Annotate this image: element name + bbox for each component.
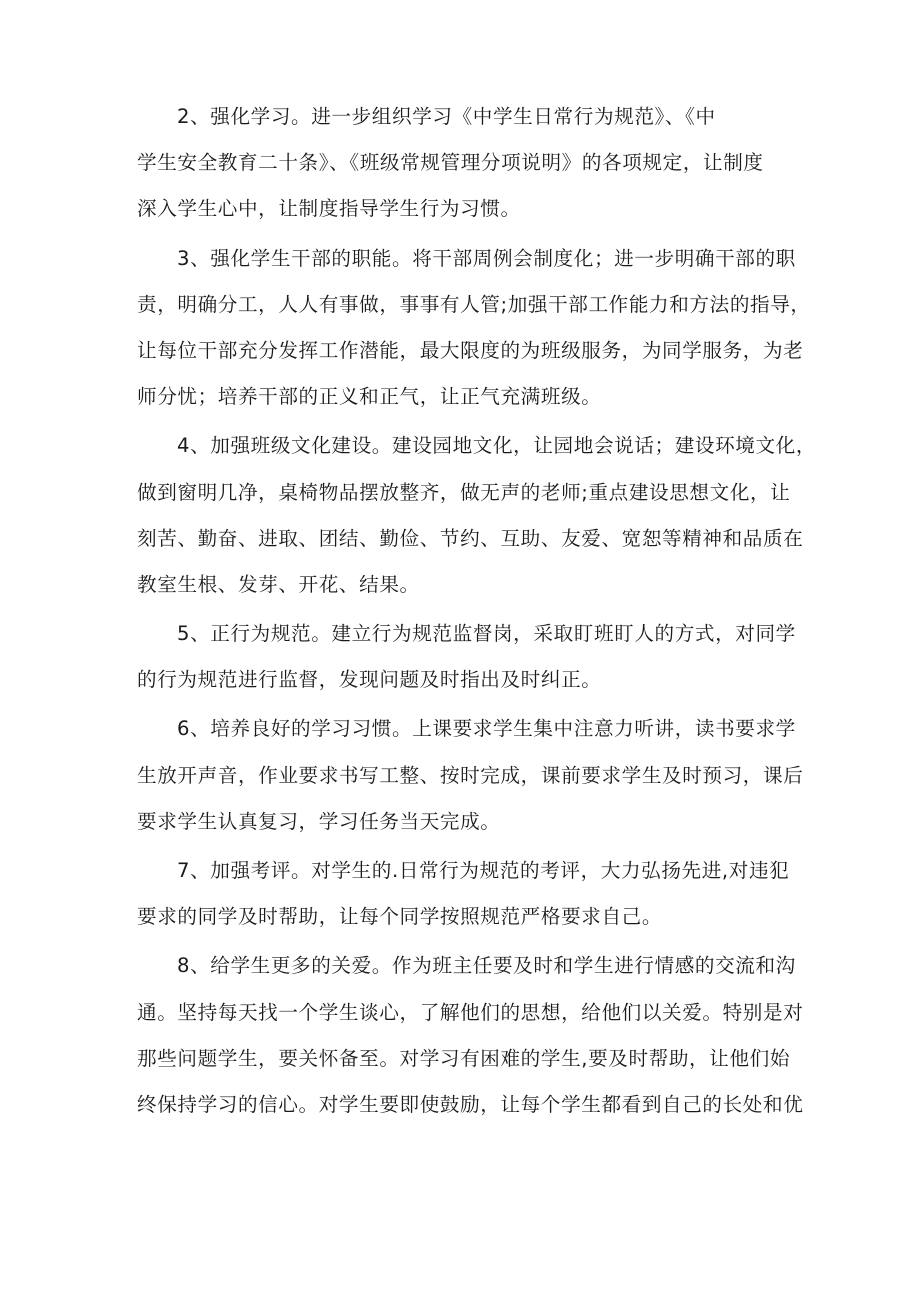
paragraph-item-6 — [137, 706, 807, 845]
paragraph-item-5 — [137, 611, 807, 703]
paragraph-line: 做到窗明几净，桌椅物品摆放整齐，做无声的老师;重点建设思想文化，让 — [137, 480, 791, 504]
paragraph-line: 终保持学习的信心。对学生要即使鼓励，让每个学生都看到自己的长处和优 — [137, 1092, 804, 1116]
paragraph-item-4 — [137, 423, 817, 608]
paragraph-line: 让每位干部充分发挥工作潜能，最大限度的为班级服务，为同学服务，为老 — [137, 338, 804, 362]
paragraph-line: 2、强化学习。进一步组织学习《中学生日常行为规范》、《中 — [177, 105, 716, 128]
paragraph-line: 学生安全教育二十条》、《班级常规管理分项说明》的各项规定，让制度 — [137, 151, 764, 175]
paragraph-line: 7、加强考评。对学生的.日常行为规范的考评，大力弘扬先进,对违犯 — [177, 859, 790, 882]
paragraph-line: 要求学生认真复习，学习任务当天完成。 — [137, 809, 501, 833]
paragraph-line: 师分忧；培养干部的正义和正气，让正气充满班级。 — [137, 385, 602, 409]
paragraph-line: 5、正行为规范。建立行为规范监督岗，采取盯班盯人的方式，对同学 — [177, 622, 796, 646]
paragraph-line: 那些问题学生，要关怀备至。对学习有困难的学生,要及时帮助，让他们始 — [137, 1046, 791, 1070]
paragraph-line: 3、强化学生干部的职能。将干部周例会制度化；进一步明确干部的职 — [177, 246, 796, 270]
paragraph-line: 责，明确分工，人人有事做，事事有人管;加强干部工作能力和方法的指导， — [137, 292, 811, 316]
paragraph-line: 生放开声音，作业要求书写工整、按时完成，课前要求学生及时预习，课后 — [137, 763, 804, 787]
paragraph-line: 刻苦、勤奋、进取、团结、勤俭、节约、互助、友爱、宽恕等精神和品质在 — [137, 526, 804, 550]
paragraph-line: 8、给学生更多的关爱。作为班主任要及时和学生进行情感的交流和沟 — [177, 954, 796, 978]
document-body — [137, 94, 817, 1131]
paragraph-item-2 — [137, 94, 807, 233]
paragraph-line: 通。坚持每天找一个学生谈心，了解他们的思想，给他们以关爱。特别是对 — [137, 1000, 804, 1024]
paragraph-line: 4、加强班级文化建设。建设园地文化，让园地会说话；建设环境文化， — [177, 434, 817, 458]
paragraph-line: 要求的同学及时帮助，让每个同学按照规范严格要求自己。 — [137, 905, 663, 929]
paragraph-line: 的行为规范进行监督，发现问题及时指出及时纠正。 — [137, 668, 602, 692]
paragraph-line: 教室生根、发芽、开花、结果。 — [137, 572, 420, 596]
paragraph-item-3 — [137, 236, 811, 421]
paragraph-item-7 — [137, 848, 807, 940]
paragraph-line: 深入学生心中，让制度指导学生行为习惯。 — [137, 197, 521, 221]
paragraph-line: 6、培养良好的学习习惯。上课要求学生集中注意力听讲，读书要求学 — [177, 717, 796, 741]
paragraph-item-8 — [137, 943, 807, 1128]
